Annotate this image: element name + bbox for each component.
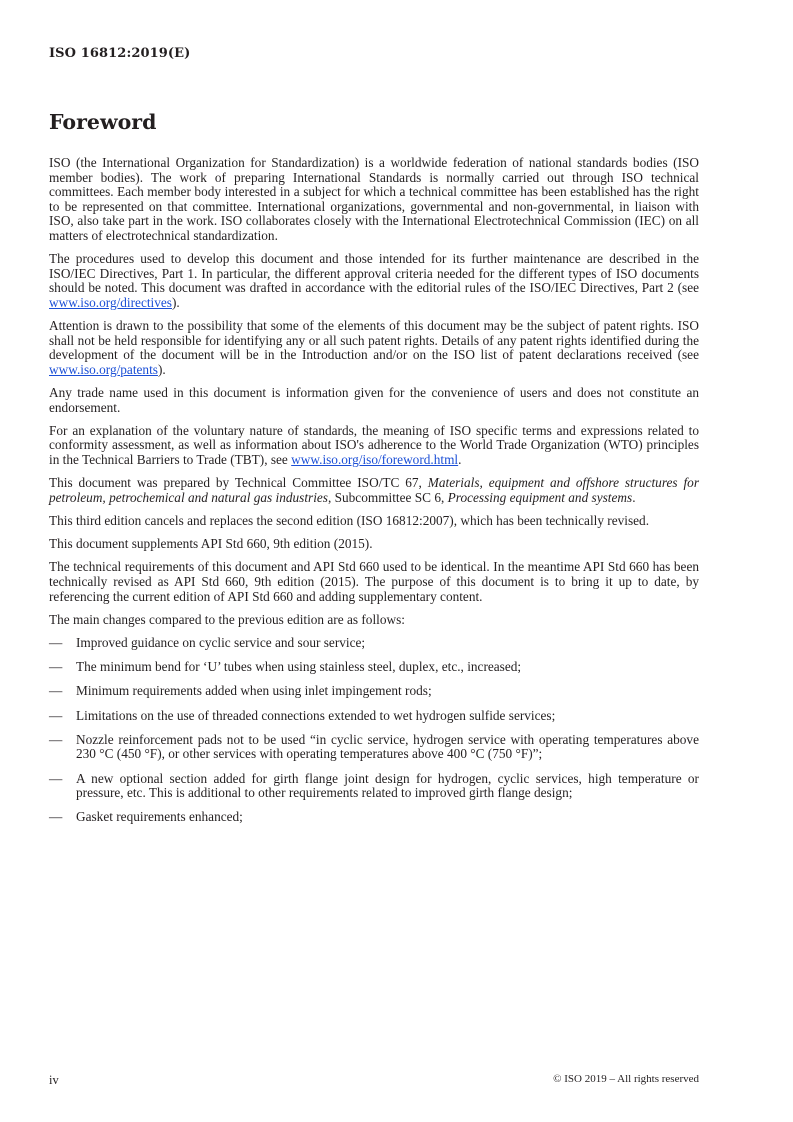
paragraph-text: For an explanation of the voluntary nature of standards, the meaning of ISO specific terms and expressions related to conformity assessment, as well as information about ISO's adherence to the World Trade Organization (WTO) principles in the Technical Barriers to Trade (TBT), see: [49, 422, 699, 468]
list-item: [49, 810, 699, 825]
paragraph-edition: This third edition cancels and replaces the second edition (ISO 16812:2007), which has been technically revised.: [49, 513, 650, 529]
paragraph-text: Attention is drawn to the possibility that some of the elements of this document may be the subject of patent rights. ISO shall not be held responsible for identifying any or all such patent rights. Details of any patent rights identified during the development of the document will be in the Introduction and/or on the ISO list of patent declarations received (see: [49, 318, 699, 363]
list-item: [49, 684, 699, 699]
dash-bullet-icon: —: [49, 770, 63, 786]
dash-bullet-icon: —: [49, 683, 63, 699]
dash-bullet-icon: —: [49, 731, 63, 747]
list-item: [49, 709, 699, 724]
list-item-text: Minimum requirements added when using inlet impingement rods;: [76, 683, 432, 699]
paragraph-voluntary-nature: [49, 424, 699, 468]
dash-bullet-icon: —: [49, 707, 63, 723]
list-item: [49, 733, 699, 762]
paragraph-main-changes-intro: The main changes compared to the previous edition are as follows:: [49, 611, 405, 627]
paragraph-text: This document was prepared by Technical Committee ISO/TC 67,: [49, 475, 428, 491]
document-id-header: ISO 16812:2019(E): [49, 46, 191, 61]
paragraph-text: .: [632, 489, 636, 505]
subcommittee-title: Processing equipment and systems: [447, 489, 633, 505]
paragraph-technical-requirements: The technical requirements of this document and API Std 660 used to be identical. In the meantime API Std 660 has been technically revised as API Std 660, 9th edition (2015). The purpose of this document is to bring it up to date, by referencing the current edition of API Std 660 and adding supplementary content.: [49, 559, 699, 604]
list-item-text: Improved guidance on cyclic service and sour service;: [76, 634, 366, 650]
list-item: [49, 636, 699, 651]
paragraph-procedures: [49, 252, 699, 310]
paragraph-patents: [49, 319, 699, 377]
list-item-text: Nozzle reinforcement pads not to be used “in cyclic service, hydrogen service with operating temperatures above 230 °C (450 °F), or other services with operating temperatures above 400 °C (750 °F)”;: [76, 731, 699, 762]
list-item: [49, 772, 699, 801]
paragraph-text: , Subcommittee SC 6,: [327, 489, 448, 505]
page-footer: [49, 1073, 699, 1088]
list-item-text: Gasket requirements enhanced;: [76, 809, 243, 825]
link-iso-patents[interactable]: www.iso.org/patents: [49, 361, 158, 377]
paragraph-committee: [49, 476, 699, 505]
link-iso-foreword[interactable]: www.iso.org/iso/foreword.html: [291, 452, 459, 468]
dash-bullet-icon: —: [49, 634, 63, 650]
paragraph-text: ).: [171, 294, 180, 310]
foreword-body: [49, 156, 699, 834]
paragraph-text: The procedures used to develop this document and those intended for its further maintenance are described in the ISO/IEC Directives, Part 1. In particular, the different approval criteria needed for the different types of ISO documents should be noted. This document was drafted in accordance with the editorial rules of the ISO/IEC Directives, Part 2 (see: [49, 251, 699, 296]
committee-title: Materials, equipment and offshore structures for petroleum, petrochemical and natural gas industries: [49, 475, 699, 505]
list-item-text: A new optional section added for girth flange joint design for hydrogen, cyclic services, high temperature or pressure, etc. This is additional to other requirements related to improved girth flange design;: [76, 770, 699, 801]
page-title: Foreword: [49, 110, 157, 134]
list-item-text: Limitations on the use of threaded connections extended to wet hydrogen sulfide services;: [76, 707, 556, 723]
dash-bullet-icon: —: [49, 659, 63, 675]
paragraph-text: ).: [157, 361, 166, 377]
paragraph-text: .: [458, 452, 462, 468]
dash-bullet-icon: —: [49, 809, 63, 825]
link-iso-directives[interactable]: www.iso.org/directives: [49, 294, 172, 310]
paragraph-supplements: This document supplements API Std 660, 9th edition (2015).: [49, 536, 373, 552]
paragraph-trade-name: Any trade name used in this document is information given for the convenience of users and does not constitute an endorsement.: [49, 385, 699, 415]
changes-list: [49, 636, 699, 825]
paragraph-iso-intro: ISO (the International Organization for Standardization) is a worldwide federation of national standards bodies (ISO member bodies). The work of preparing International Standards is normally carried out through ISO technical committees. Each member body interested in a subject for which a technical committee has been established has the right to be represented on that committee. International organizations, governmental and non-governmental, in liaison with ISO, also take part in the work. ISO collaborates closely with the International Electrotechnical Commission (IEC) on all matters of electrotechnical standardization.: [49, 155, 699, 243]
copyright-notice: © ISO 2019 – All rights reserved: [553, 1073, 699, 1085]
list-item-text: The minimum bend for ‘U’ tubes when using stainless steel, duplex, etc., increased;: [76, 659, 522, 675]
list-item: [49, 660, 699, 675]
page-number: iv: [49, 1073, 59, 1087]
